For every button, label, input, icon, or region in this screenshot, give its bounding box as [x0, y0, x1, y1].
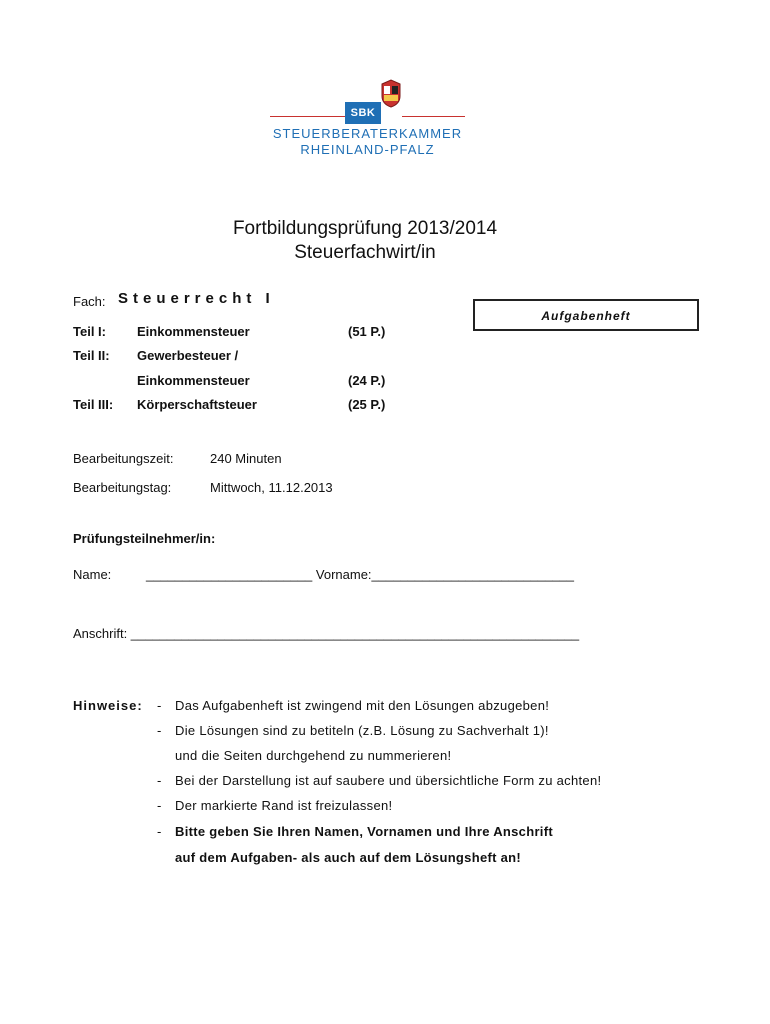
part-2-subject-cont: Einkommensteuer: [137, 373, 250, 388]
part-1-points: (51 P.): [348, 324, 386, 339]
part-2-points: (24 P.): [348, 373, 386, 388]
hints-label: Hinweise:: [73, 698, 143, 713]
hint-item-important: auf dem Aufgaben- als auch auf dem Lösungsheft an!: [175, 850, 522, 865]
booklet-label: Aufgabenheft: [541, 309, 631, 323]
hint-item: und die Seiten durchgehend zu nummerieren!: [175, 748, 452, 763]
subject-value: Steuerrecht I: [118, 290, 275, 307]
logo-rule-right: [402, 116, 465, 117]
address-field-line: Anschrift: ______________________________________________________________: [73, 626, 580, 641]
part-1-subject: Einkommensteuer: [137, 324, 250, 339]
part-3-points: (25 P.): [348, 397, 386, 412]
hint-dash: -: [157, 698, 162, 713]
exam-day-label: Bearbeitungstag:: [73, 480, 172, 495]
hint-item-important: Bitte geben Sie Ihren Namen, Vornamen und Ihre Anschrift: [175, 824, 553, 839]
part-2-subject: Gewerbesteuer /: [137, 348, 239, 363]
chamber-logo: [270, 72, 465, 160]
booklet-label-box: [473, 299, 699, 331]
exam-day-value: Mittwoch, 11.12.2013: [210, 480, 333, 495]
participant-heading: Prüfungsteilnehmer/in:: [73, 531, 216, 546]
exam-title: Fortbildungsprüfung 2013/2014: [232, 218, 498, 239]
logo-org-line1: STEUERBERATERKAMMER: [272, 126, 463, 141]
name-label: Name:: [73, 567, 112, 582]
subject-label: Fach:: [73, 294, 106, 309]
logo-rule-left: [270, 116, 345, 117]
part-3-label: Teil III:: [73, 397, 114, 412]
duration-value: 240 Minuten: [210, 451, 282, 466]
hint-dash: -: [157, 824, 162, 839]
hint-item: Bei der Darstellung ist auf saubere und übersichtliche Form zu achten!: [175, 773, 602, 788]
hint-dash: -: [157, 723, 162, 738]
part-1-label: Teil I:: [73, 324, 106, 339]
part-2-label: Teil II:: [73, 348, 110, 363]
name-fields-line: _______________________ Vorname:____________________________: [146, 567, 574, 582]
exam-subtitle: Steuerfachwirt/in: [294, 242, 436, 263]
logo-org-line2: RHEINLAND-PFALZ: [300, 142, 435, 157]
part-3-subject: Körperschaftsteuer: [137, 397, 257, 412]
coat-of-arms-icon: [380, 78, 402, 108]
hint-item: Der markierte Rand ist freizulassen!: [175, 798, 393, 813]
hint-item: Das Aufgabenheft ist zwingend mit den Lösungen abzugeben!: [175, 698, 550, 713]
hint-dash: -: [157, 798, 162, 813]
hint-item: Die Lösungen sind zu betiteln (z.B. Lösung zu Sachverhalt 1)!: [175, 723, 549, 738]
logo-badge: SBK: [345, 102, 381, 124]
hint-dash: -: [157, 773, 162, 788]
duration-label: Bearbeitungszeit:: [73, 451, 174, 466]
